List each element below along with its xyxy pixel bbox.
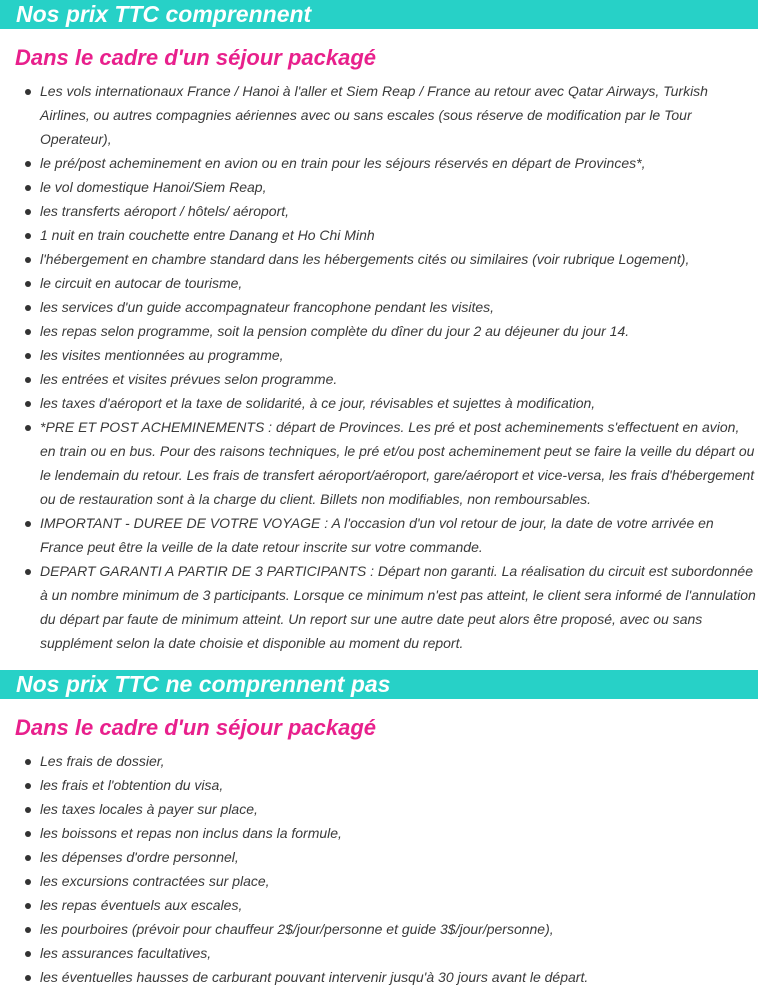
list-item: les excursions contractées sur place, <box>40 869 756 893</box>
list-item: les frais et l'obtention du visa, <box>40 773 756 797</box>
list-item: IMPORTANT - DUREE DE VOTRE VOYAGE : A l'occasion d'un vol retour de jour, la date de votre arrivée en France peut être la veille de la date retour inscrite sur votre commande. <box>40 511 756 559</box>
list-item: les taxes d'aéroport et la taxe de solidarité, à ce jour, révisables et sujettes à modification, <box>40 391 756 415</box>
list-item: Les frais de dossier, <box>40 749 756 773</box>
list-item: le vol domestique Hanoi/Siem Reap, <box>40 175 756 199</box>
list-item: les assurances facultatives, <box>40 941 756 965</box>
list-item: le circuit en autocar de tourisme, <box>40 271 756 295</box>
list-item: les éventuelles hausses de carburant pouvant intervenir jusqu'à 30 jours avant le départ. <box>40 965 756 989</box>
list-item: les transferts aéroport / hôtels/ aéroport, <box>40 199 756 223</box>
list-item: les services d'un guide accompagnateur francophone pendant les visites, <box>40 295 756 319</box>
list-item: les repas selon programme, soit la pension complète du dîner du jour 2 au déjeuner du jour 14. <box>40 319 756 343</box>
list-item: les boissons et repas non inclus dans la formule, <box>40 821 756 845</box>
section-heading-not-included: Nos prix TTC ne comprennent pas <box>0 670 758 699</box>
list-item: 1 nuit en train couchette entre Danang et Ho Chi Minh <box>40 223 756 247</box>
not-included-list <box>0 749 758 989</box>
list-item: *PRE ET POST ACHEMINEMENTS : départ de Provinces. Les pré et post acheminements s'effectuent en avion, en train ou en bus. Pour des raisons techniques, le pré et/ou post acheminement peut se faire la veille du départ ou le lendemain du retour. Les frais de transfert aéroport/aéroport, gare/aéroport et vice-versa, les frais d'hébergement ou de restauration sont à la charge du client. Billets non modifiables, non remboursables. <box>40 415 756 511</box>
included-list <box>0 79 758 655</box>
list-item: les repas éventuels aux escales, <box>40 893 756 917</box>
list-item: DEPART GARANTI A PARTIR DE 3 PARTICIPANTS : Départ non garanti. La réalisation du circuit est subordonnée à un nombre minimum de 3 participants. Lorsque ce minimum n'est pas atteint, le client sera informé de l'annulation du départ par faute de minimum atteint. Un report sur une autre date peut alors être proposé, avec ou sans supplément selon la date choisie et disponible au moment du report. <box>40 559 756 655</box>
subheading-included: Dans le cadre d'un séjour packagé <box>15 45 377 70</box>
list-item: l'hébergement en chambre standard dans les hébergements cités ou similaires (voir rubrique Logement), <box>40 247 756 271</box>
subheading-not-included: Dans le cadre d'un séjour packagé <box>15 715 377 740</box>
list-item: les entrées et visites prévues selon programme. <box>40 367 756 391</box>
list-item: les visites mentionnées au programme, <box>40 343 756 367</box>
list-item: les dépenses d'ordre personnel, <box>40 845 756 869</box>
list-item: les taxes locales à payer sur place, <box>40 797 756 821</box>
section-heading-included: Nos prix TTC comprennent <box>0 0 758 29</box>
list-item: les pourboires (prévoir pour chauffeur 2$/jour/personne et guide 3$/jour/personne), <box>40 917 756 941</box>
list-item: le pré/post acheminement en avion ou en train pour les séjours réservés en départ de Provinces*, <box>40 151 756 175</box>
list-item: Les vols internationaux France / Hanoi à l'aller et Siem Reap / France au retour avec Qatar Airways, Turkish Airlines, ou autres compagnies aériennes avec ou sans escales (sous réserve de modification par le Tour Operateur), <box>40 79 756 151</box>
